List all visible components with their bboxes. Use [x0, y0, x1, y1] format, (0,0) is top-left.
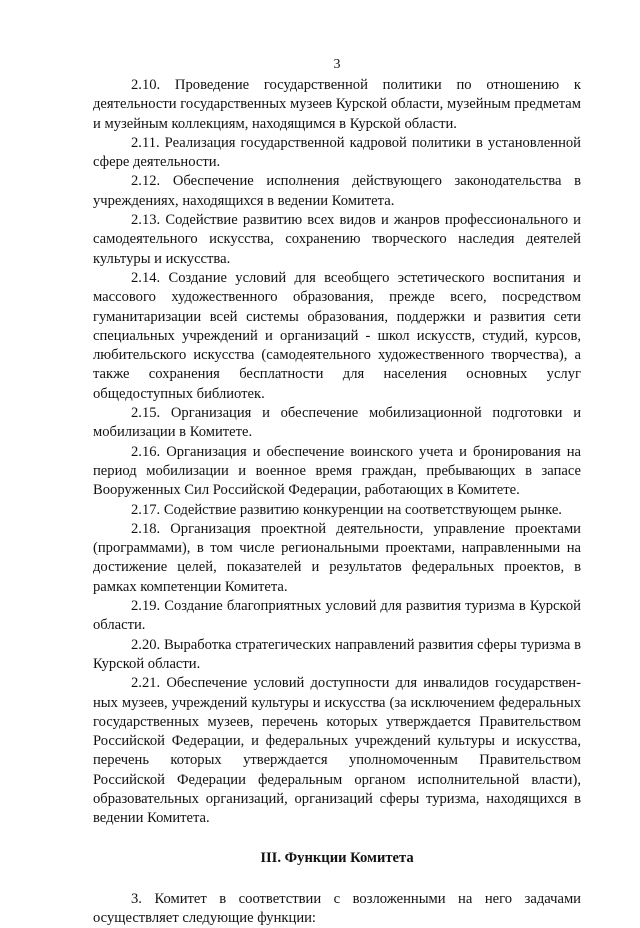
- paragraph-2-15: 2.15. Организация и обеспечение мобилизационной подготовки и мобилизации в Комитете.: [93, 405, 581, 441]
- paragraph-2-18: 2.18. Организация проектной деятельности, управление проектами (программами), в том числе региональными проектами, направленными на достижение целей, показателей и результатов федеральных проектов, в рамках компетенции Комитета.: [93, 520, 581, 595]
- section-title: III. Функции Комитета: [260, 849, 414, 866]
- paragraph-2-13: 2.13. Содействие развитию всех видов и жанров профессионального и самодеятельного искусства, сохранению творческого наследия деятелей культуры и искусства.: [93, 212, 581, 267]
- page-number: 3: [333, 57, 341, 72]
- paragraph-2-16: 2.16. Организация и обеспечение воинского учета и бронирования на период мобилизации и военное время граждан, пребывающих в запасе Вооруженных Сил Российской Федерации, работающих в Комитете.: [93, 443, 581, 499]
- paragraph-2-17: 2.17. Содействие развитию конкуренции на соответствующем рынке.: [131, 501, 562, 518]
- paragraph-2-20: 2.20. Выработка стратегических направлений развития сферы туризма в Курской области.: [93, 636, 581, 672]
- paragraph-2-12: 2.12. Обеспечение исполнения действующего законодательства в учреждениях, находящихся в ведении Комитета.: [93, 173, 581, 209]
- paragraph-2-14: 2.14. Создание условий для всеобщего эстетического воспитания и массового художественного образования, прежде всего, посредством гуманитаризации всей системы образования, поддержки и развития сети специальных учреждений и организаций - школ искусств, студий, курсов, любительского искусства (самодеятельного художественного творчества), а также сохранения бесплатности для населения основных услуг общедоступных библиотек.: [93, 269, 581, 402]
- paragraph-2-19: 2.19. Создание благоприятных условий для развития туризма в Курской области.: [93, 598, 581, 634]
- paragraph-3: 3. Комитет в соответствии с возложенными на него задачами осуществляет следующие функции:: [93, 890, 581, 927]
- paragraph-2-11: 2.11. Реализация государственной кадровой политики в установленной сфере деятельности.: [93, 134, 581, 171]
- paragraph-2-21: 2.21. Обеспечение условий доступности для инвалидов государственных музеев, учреждений культуры и искусства (за исключением федеральных государственных музеев, перечень которых утверждается Правительством Российской Федерации, и федеральных учреждений культуры и искусства, перечень которых утверждается уполномоченным Правительством Российской Федерации федеральным органом исполнительной власти), образовательных организаций, организаций сферы туризма, находящихся в ведении Комитета.: [93, 675, 581, 827]
- document-page: [93, 56, 581, 928]
- paragraph-2-10: 2.10. Проведение государственной политики по отношению к деятельности государственных музеев Курской области, музейным предметам и музейным коллекциям, находящимся в Курской области.: [93, 77, 581, 132]
